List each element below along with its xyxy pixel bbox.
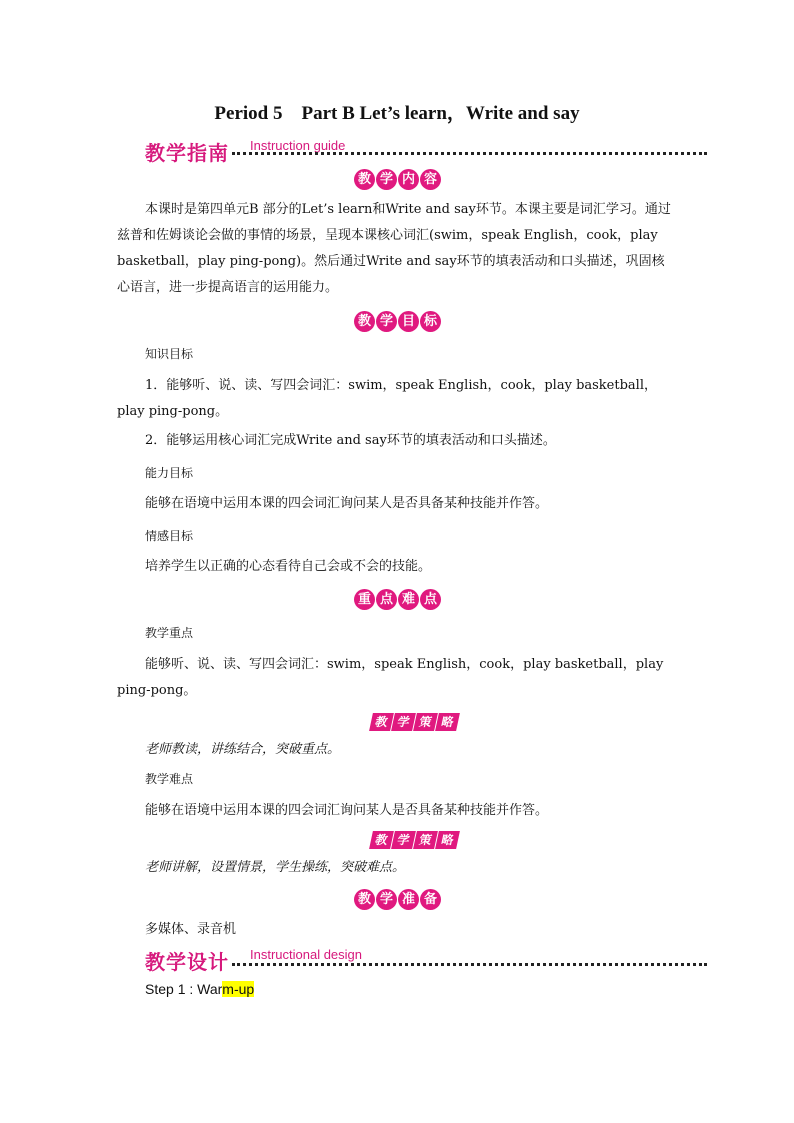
label-emotion-goals: 情感目标 (145, 529, 194, 543)
knowledge-goal-1: 1．能够听、说、读、写四会词汇：swim，speak English，cook，play basketball，play ping-pong。 (117, 378, 657, 419)
content-paragraph: 本课时是第四单元B 部分的Let’s learn和Write and say环节。本课主要是词汇学习。通过兹普和佐姆谈论会做的事情的场景，呈现本课核心词汇(swim，speak English，cook，play basketball，play ping-pong)。然后通过Write and say环节的填表活动和口头描述，巩固核心语言，进一步提高语言的运用能力。 (117, 202, 671, 295)
prep-text: 多媒体、录音机 (145, 922, 237, 937)
badge-strategy-1: 教 学 策 略 (371, 713, 458, 731)
badge-strategy-2: 教 学 策 略 (371, 831, 458, 849)
ability-goal: 能够在语境中运用本课的四会词汇询问某人是否具备某种技能并作答。 (145, 496, 549, 511)
difficult-point-text: 能够在语境中运用本课的四会词汇询问某人是否具备某种技能并作答。 (145, 803, 549, 818)
label-difficult-point: 教学难点 (145, 772, 194, 786)
label-knowledge-goals: 知识目标 (145, 347, 194, 361)
key-point-text: 能够听、说、读、写四会词汇：swim，speak English，cook，play basketball，play ping-pong。 (117, 657, 664, 698)
badge-goals: 教 学 目 标 (354, 311, 441, 333)
section-subheading-design: Instructional design (250, 947, 363, 962)
key-strategy: 老师教读，讲练结合，突破重点。 (145, 742, 341, 757)
page-title: Period 5 Part B Let’s learn，Write and say (214, 103, 580, 124)
badge-keypoints: 重 点 难 点 (354, 589, 441, 611)
badge-content: 教 学 内 容 (354, 169, 441, 191)
knowledge-goal-2: 2．能够运用核心词汇完成Write and say环节的填表活动和口头描述。 (145, 433, 556, 448)
label-ability-goals: 能力目标 (145, 466, 194, 480)
dotted-divider (232, 152, 707, 155)
section-heading-guide: 教学指南 (145, 141, 229, 165)
label-key-point: 教学重点 (145, 626, 194, 640)
emotion-goal: 培养学生以正确的心态看待自己会或不会的技能。 (145, 559, 432, 574)
badge-prep: 教 学 准 备 (354, 889, 441, 911)
section-subheading-guide: Instruction guide (250, 138, 346, 153)
step-heading: Step 1 : Warm-up (145, 981, 255, 997)
section-heading-design: 教学设计 (145, 950, 229, 974)
dotted-divider (232, 963, 707, 966)
highlighted-text: m-up (222, 981, 255, 997)
difficult-strategy: 老师讲解，设置情景，学生操练，突破难点。 (145, 860, 406, 875)
